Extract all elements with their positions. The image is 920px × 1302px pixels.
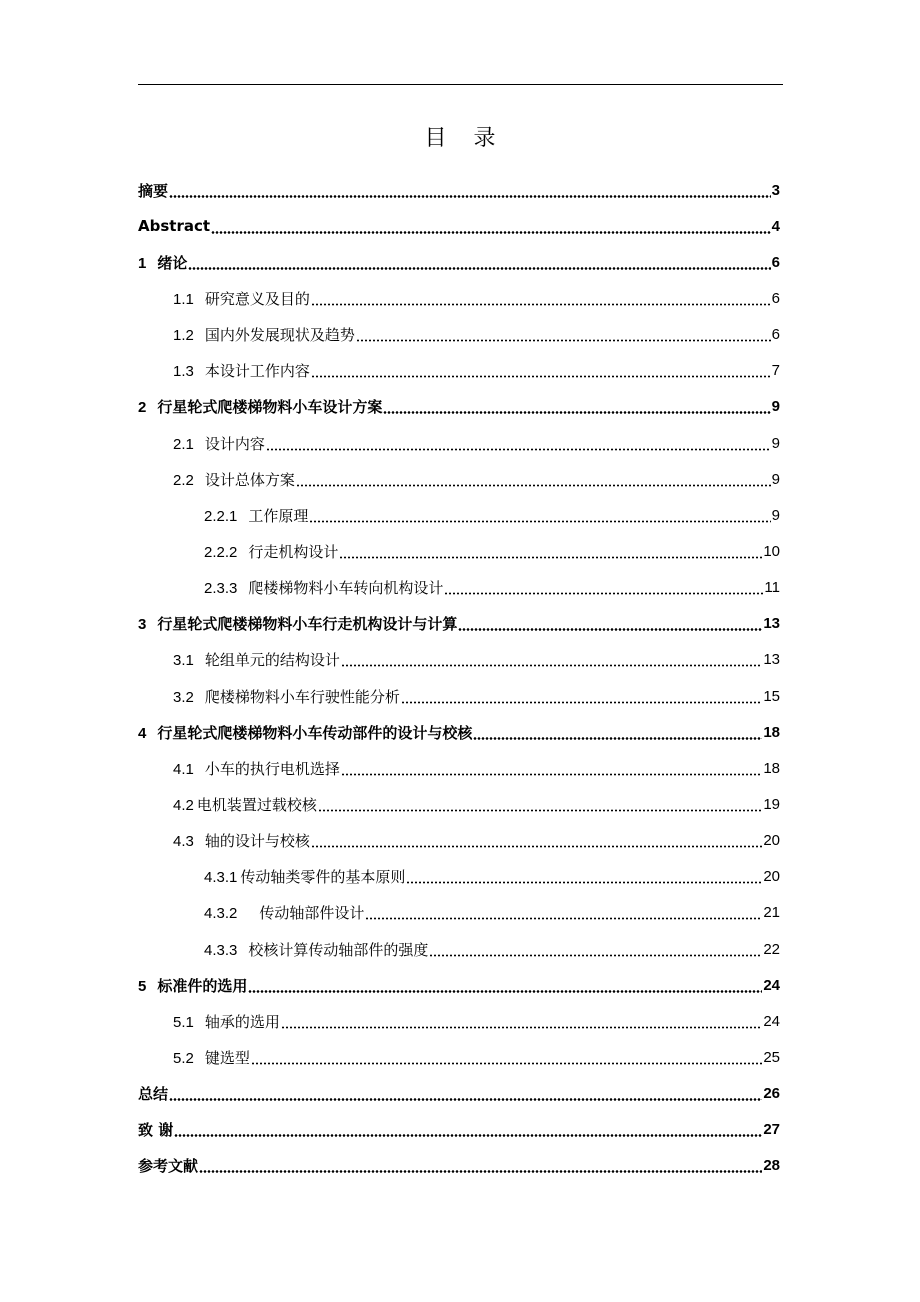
toc-entry-number: 4.3 [173, 833, 194, 851]
toc-entry-label [204, 505, 308, 526]
toc-entry-number: 4.3.2 [204, 905, 238, 923]
table-of-contents [138, 172, 780, 1184]
toc-entry-label [204, 939, 428, 960]
toc-entry[interactable] [138, 1076, 780, 1112]
toc-entry[interactable] [138, 967, 780, 1003]
toc-entry-text: 行走机构设计 [248, 542, 339, 561]
toc-entry-label [138, 722, 472, 743]
dot-leader [383, 411, 770, 414]
toc-entry-number: 2.3.3 [204, 580, 238, 598]
toc-entry-page: 20 [763, 832, 780, 850]
toc-entry-text: 国内外发展现状及趋势 [204, 326, 355, 345]
toc-entry-page: 28 [763, 1157, 780, 1175]
toc-entry-text: 爬楼梯物料小车转向机构设计 [248, 579, 444, 598]
toc-entry-page: 9 [771, 434, 780, 452]
toc-entry-page: 18 [763, 759, 780, 777]
toc-entry[interactable] [138, 859, 780, 895]
toc-entry-text: 绪论 [157, 253, 188, 272]
dot-leader [311, 375, 771, 378]
dot-leader [339, 556, 762, 559]
toc-entry[interactable] [138, 606, 780, 642]
toc-entry-number: 1.1 [173, 290, 194, 308]
toc-entry-label [204, 866, 405, 887]
toc-entry-text: 校核计算传动轴部件的强度 [248, 940, 429, 959]
dot-leader [248, 990, 762, 993]
dot-leader [266, 448, 771, 451]
toc-entry-text: Abstract [138, 217, 211, 236]
toc-entry-label [173, 324, 355, 345]
toc-entry-label [173, 1011, 280, 1032]
dot-leader [296, 484, 771, 487]
toc-entry[interactable] [138, 208, 780, 244]
toc-entry[interactable] [138, 317, 780, 353]
toc-entry[interactable] [138, 280, 780, 316]
toc-entry-number: 4.3.3 [204, 941, 238, 959]
toc-entry-label [138, 252, 187, 273]
toc-entry-number: 2 [138, 399, 147, 417]
toc-entry-label [138, 180, 168, 201]
toc-entry-label [138, 613, 457, 634]
toc-entry-page: 15 [763, 687, 780, 705]
toc-entry[interactable] [138, 533, 780, 569]
toc-entry-text: 设计总体方案 [204, 470, 295, 489]
toc-entry-number: 2.2.2 [204, 543, 238, 561]
toc-entry-number: 1 [138, 254, 147, 272]
toc-entry-page: 27 [763, 1121, 780, 1139]
toc-entry-text: 标准件的选用 [157, 976, 248, 995]
toc-entry-page: 26 [763, 1085, 780, 1103]
toc-entry-number: 4 [138, 724, 147, 742]
toc-entry-page: 10 [763, 542, 780, 560]
toc-entry-number: 5 [138, 977, 147, 995]
dot-leader [174, 1134, 762, 1137]
dot-leader [309, 520, 770, 523]
dot-leader [341, 773, 762, 776]
toc-entry-text: 研究意义及目的 [204, 289, 310, 308]
toc-entry-label [173, 758, 340, 779]
dot-leader [311, 303, 771, 306]
dot-leader [211, 231, 771, 234]
toc-entry-text: 工作原理 [248, 506, 309, 525]
toc-entry-page: 18 [763, 723, 780, 741]
toc-entry-text: 轴的设计与校核 [204, 832, 310, 851]
toc-entry[interactable] [138, 823, 780, 859]
toc-entry-label [138, 975, 247, 996]
toc-entry-text: 设计内容 [204, 434, 265, 453]
toc-entry[interactable] [138, 244, 780, 280]
toc-entry-number: 4.1 [173, 760, 194, 778]
toc-entry-text: 本设计工作内容 [204, 362, 310, 381]
dot-leader [169, 1098, 762, 1101]
toc-entry-text: 轮组单元的结构设计 [204, 651, 340, 670]
toc-entry-label [173, 649, 340, 670]
toc-entry-number: 2.2 [173, 471, 194, 489]
toc-entry-number: 2.2.1 [204, 507, 238, 525]
dot-leader [341, 664, 762, 667]
toc-entry-label [138, 1083, 168, 1104]
toc-entry[interactable] [138, 461, 780, 497]
dot-leader [406, 881, 762, 884]
toc-entry[interactable] [138, 389, 780, 425]
toc-entry-page: 24 [763, 1012, 780, 1030]
toc-entry-text: 行星轮式爬楼梯物料小车行走机构设计与计算 [157, 615, 458, 634]
toc-entry-text: 摘要 [138, 181, 169, 200]
dot-leader [458, 628, 762, 631]
toc-entry-text: 爬楼梯物料小车行驶性能分析 [204, 687, 400, 706]
toc-entry-text: 致 谢 [138, 1121, 174, 1140]
toc-entry-page: 19 [763, 795, 780, 813]
toc-entry-text: 轴承的选用 [204, 1012, 280, 1031]
dot-leader [188, 267, 770, 270]
toc-entry-label [173, 288, 310, 309]
dot-leader [318, 809, 762, 812]
toc-entry-page: 9 [771, 398, 780, 416]
dot-leader [473, 737, 762, 740]
toc-entry-page: 11 [764, 579, 780, 597]
toc-entry-number: 3.1 [173, 652, 194, 670]
toc-entry-number: 1.3 [173, 363, 194, 381]
toc-entry-page: 20 [763, 868, 780, 886]
toc-entry[interactable] [138, 1112, 780, 1148]
toc-entry-text: 传动轴部件设计 [259, 904, 365, 923]
toc-entry-number: 4.2 [173, 796, 194, 814]
toc-entry-page: 6 [771, 289, 780, 307]
toc-entry[interactable] [138, 931, 780, 967]
dot-leader [429, 954, 762, 957]
toc-entry-page: 4 [771, 217, 780, 235]
toc-entry-page: 3 [771, 181, 780, 199]
dot-leader [169, 195, 771, 198]
toc-entry-text: 电机装置过载校核 [196, 795, 317, 814]
toc-entry-label [138, 396, 382, 417]
toc-entry-number: 3 [138, 616, 147, 634]
toc-entry-page: 24 [763, 976, 780, 994]
toc-entry[interactable] [138, 353, 780, 389]
dot-leader [199, 1170, 762, 1173]
toc-title: 目 录 [424, 126, 506, 151]
toc-entry-page: 22 [763, 940, 780, 958]
dot-leader [365, 917, 762, 920]
dot-leader [356, 339, 771, 342]
dot-leader [251, 1062, 762, 1065]
toc-entry[interactable] [138, 497, 780, 533]
toc-entry-label [204, 541, 338, 562]
toc-entry-text: 参考文献 [138, 1157, 199, 1176]
toc-entry[interactable] [138, 895, 780, 931]
toc-entry-text: 小车的执行电机选择 [204, 759, 340, 778]
toc-entry-label [138, 1155, 198, 1176]
toc-entry-label [173, 686, 400, 707]
toc-entry-text: 传动轴类零件的基本原则 [240, 868, 406, 887]
header-rule [138, 84, 783, 85]
toc-entry-label [204, 577, 443, 598]
toc-entry-number: 2.1 [173, 435, 194, 453]
toc-entry-label [173, 794, 317, 815]
toc-entry-page: 13 [763, 651, 780, 669]
toc-entry-page: 9 [771, 506, 780, 524]
toc-entry-page: 6 [771, 253, 780, 271]
toc-entry[interactable] [138, 678, 780, 714]
toc-entry-text: 行星轮式爬楼梯物料小车传动部件的设计与校核 [157, 723, 473, 742]
toc-entry[interactable] [138, 642, 780, 678]
toc-entry[interactable] [138, 1003, 780, 1039]
toc-entry-label [138, 217, 210, 235]
toc-entry-label [173, 1047, 250, 1068]
toc-entry[interactable] [138, 1039, 780, 1075]
toc-entry[interactable] [138, 425, 780, 461]
toc-entry-text: 键选型 [204, 1048, 250, 1067]
dot-leader [281, 1026, 762, 1029]
toc-entry[interactable] [138, 750, 780, 786]
toc-entry[interactable] [138, 786, 780, 822]
toc-entry-label [173, 360, 310, 381]
toc-entry-page: 9 [771, 470, 780, 488]
toc-entry-page: 25 [763, 1048, 780, 1066]
dot-leader [311, 845, 762, 848]
toc-entry[interactable] [138, 1148, 780, 1184]
toc-entry-page: 7 [771, 362, 780, 380]
toc-entry[interactable] [138, 570, 780, 606]
dot-leader [444, 592, 763, 595]
dot-leader [401, 701, 762, 704]
toc-entry-label [173, 433, 265, 454]
toc-entry-number: 5.1 [173, 1013, 194, 1031]
toc-entry-number: 5.2 [173, 1049, 194, 1067]
toc-entry-label [173, 469, 295, 490]
toc-entry-number: 4.3.1 [204, 869, 238, 887]
toc-entry-page: 21 [763, 904, 780, 922]
toc-entry-label [138, 1119, 173, 1140]
toc-entry-label [173, 830, 310, 851]
toc-entry-page: 13 [763, 615, 780, 633]
toc-entry[interactable] [138, 714, 780, 750]
toc-entry-text: 行星轮式爬楼梯物料小车设计方案 [157, 398, 383, 417]
toc-entry-text: 总结 [138, 1085, 169, 1104]
toc-entry[interactable] [138, 172, 780, 208]
toc-entry-page: 6 [771, 326, 780, 344]
toc-entry-label [204, 902, 364, 923]
toc-entry-number: 3.2 [173, 688, 194, 706]
toc-entry-number: 1.2 [173, 327, 194, 345]
